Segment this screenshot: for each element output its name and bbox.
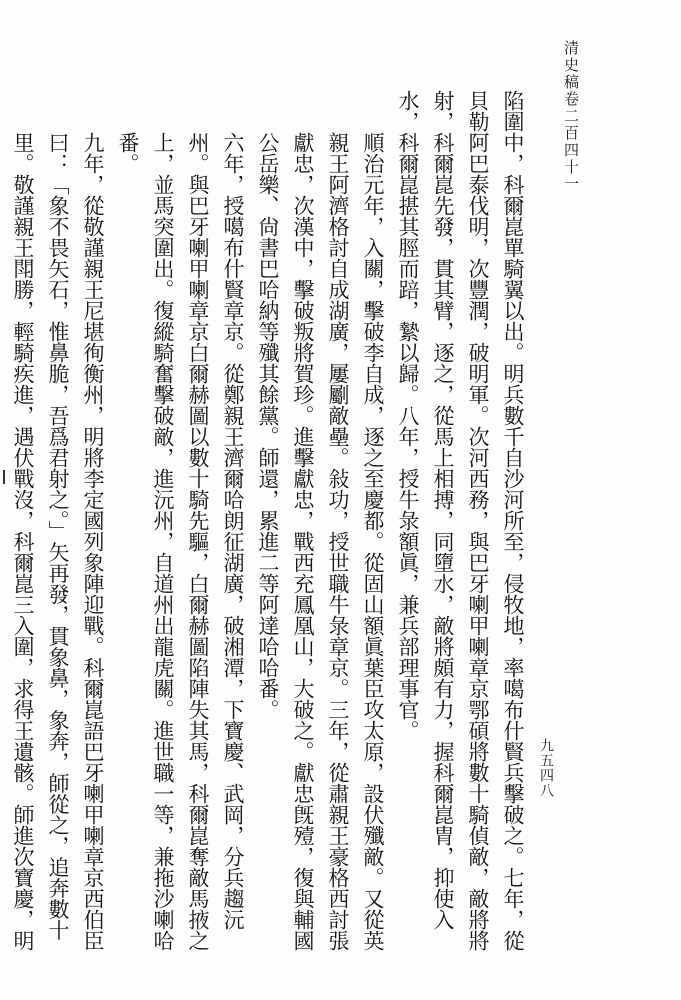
page-edge-mark	[3, 470, 5, 484]
page-number: 九五四八	[538, 738, 554, 798]
body-text	[11, 90, 530, 970]
paragraph-1: 陷圍中，科爾崑單騎翼以出。明兵數千自沙河所至，侵牧地，率噶布什賢兵擊破之。七年，從貝勒阿巴泰伐明，次豐潤，破明軍。次河西務，與巴牙喇甲喇章京鄂碩將數十騎偵敵，敵將將射，科爾崑先發，貫其臂，逐之，從馬上相搏，同墮水，敵將頗有力，握科爾崑胄，抑使入水，科爾崑揕其脛而踣，縶以歸。八年，授牛彔額眞，兼兵部理事官。	[396, 90, 525, 951]
running-head: 清史稿卷二百四十一	[562, 40, 580, 193]
paragraph-4: 九年，從敬謹親王尼堪徇衡州，明將李定國列象陣迎戰。科爾崑語巴牙喇甲喇章京西伯臣曰：「象不畏矢石，惟鼻脆，吾爲君射之。」矢再發，貫象鼻，象奔，師從之，追奔數十里。敬謹親王閗勝，輕騎疾進，遇伏戰沒，科爾崑三入圍，求得王遺骸。師進次寶慶，明	[11, 132, 105, 951]
paragraph-3: 六年，授噶布什賢章京。從鄭親王濟爾哈朗征湖廣，破湘潭，下寶慶、武岡，分兵趨沅州。與巴牙喇甲喇章京白爾赫圖以數十騎先驅，白爾赫圖陷陣失其馬，科爾崑奪敵馬掖之上，並馬突圍出。復縱騎奮擊破敵，進沅州，自道州出龍虎關。進世職一等，兼拖沙喇哈番。	[116, 132, 245, 951]
paragraph-2: 順治元年，入關，擊破李自成，逐之至慶都。從固山額眞葉臣攻太原，設伏殲敵。又從英親王阿濟格討自成湖廣，屢劚敵壘。敍功，授世職牛彔章京。三年，從肅親王豪格西討張獻忠，次漢中，擊破叛將賀珍。進擊獻忠，戰西充鳳凰山，大破之。獻忠旣殪，復與輔國公岳樂、尙書巴哈納等殲其餘黨。師還，累進二等阿達哈哈番。	[256, 132, 385, 951]
